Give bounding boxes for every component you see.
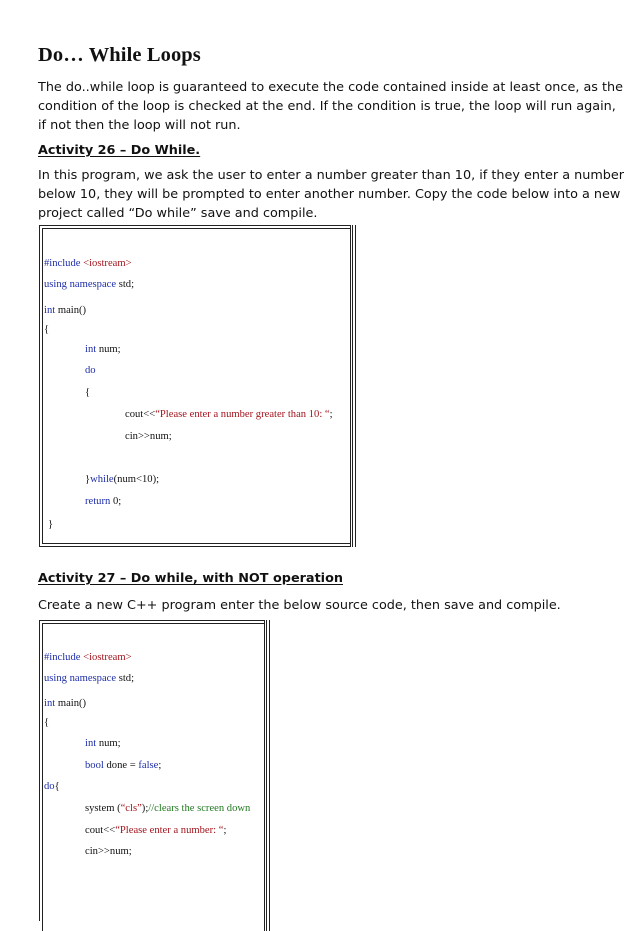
- code-line: #include <iostream>: [44, 258, 132, 269]
- code-line: #include <iostream>: [44, 652, 132, 663]
- code-line: int main(): [44, 698, 87, 709]
- code-line: using namespace std;: [44, 279, 135, 290]
- code-line: cout<<“Please enter a number: “;: [85, 825, 227, 836]
- code-line: {: [85, 387, 91, 398]
- description-line: Create a new C++ program enter the below source code, then save and compile.: [38, 598, 561, 613]
- code-line: }: [48, 519, 54, 530]
- code-line: system (“cls”);//clears the screen down: [85, 803, 251, 814]
- description-line: below 10, they will be prompted to enter another number. Copy the code below into a new: [38, 187, 621, 202]
- code-line: cin>>num;: [125, 431, 172, 442]
- code-line: cout<<“Please enter a number greater than 10: “;: [125, 409, 333, 420]
- code-block-activity-26: [39, 225, 356, 547]
- code-line: return 0;: [85, 496, 122, 507]
- intro-line: if not then the loop will not run.: [38, 118, 241, 133]
- code-line: cin>>num;: [85, 846, 132, 857]
- code-block-right-bar: [264, 620, 270, 931]
- intro-line: The do..while loop is guaranteed to execute the code contained inside at least once, as the: [38, 80, 624, 95]
- description-line: project called “Do while” save and compile.: [38, 206, 318, 221]
- code-block-right-bar: [350, 225, 356, 547]
- code-line: }while(num<10);: [85, 474, 160, 485]
- activity-27-title: Activity 27 – Do while, with NOT operation: [38, 571, 343, 586]
- intro-paragraph: [38, 78, 624, 135]
- intro-line: condition of the loop is checked at the end. If the condition is true, the loop will run again,: [38, 99, 616, 114]
- activity-26-description: [38, 166, 625, 223]
- description-line: In this program, we ask the user to enter a number greater than 10, if they enter a number: [38, 168, 625, 183]
- activity-27-description: [38, 596, 601, 615]
- code-line: int num;: [85, 738, 121, 749]
- code-line: int num;: [85, 344, 121, 355]
- code-line: do: [85, 365, 96, 376]
- code-line: bool done = false;: [85, 760, 162, 771]
- page-title: Do… While Loops: [38, 44, 201, 66]
- code-block-activity-27: [39, 620, 270, 921]
- activity-26-title: Activity 26 – Do While.: [38, 143, 201, 158]
- code-line: do{: [44, 781, 60, 792]
- code-line: int main(): [44, 305, 87, 316]
- code-line: {: [44, 717, 50, 728]
- code-block-inner-border: [42, 623, 264, 931]
- code-line: {: [44, 324, 50, 335]
- code-line: using namespace std;: [44, 673, 135, 684]
